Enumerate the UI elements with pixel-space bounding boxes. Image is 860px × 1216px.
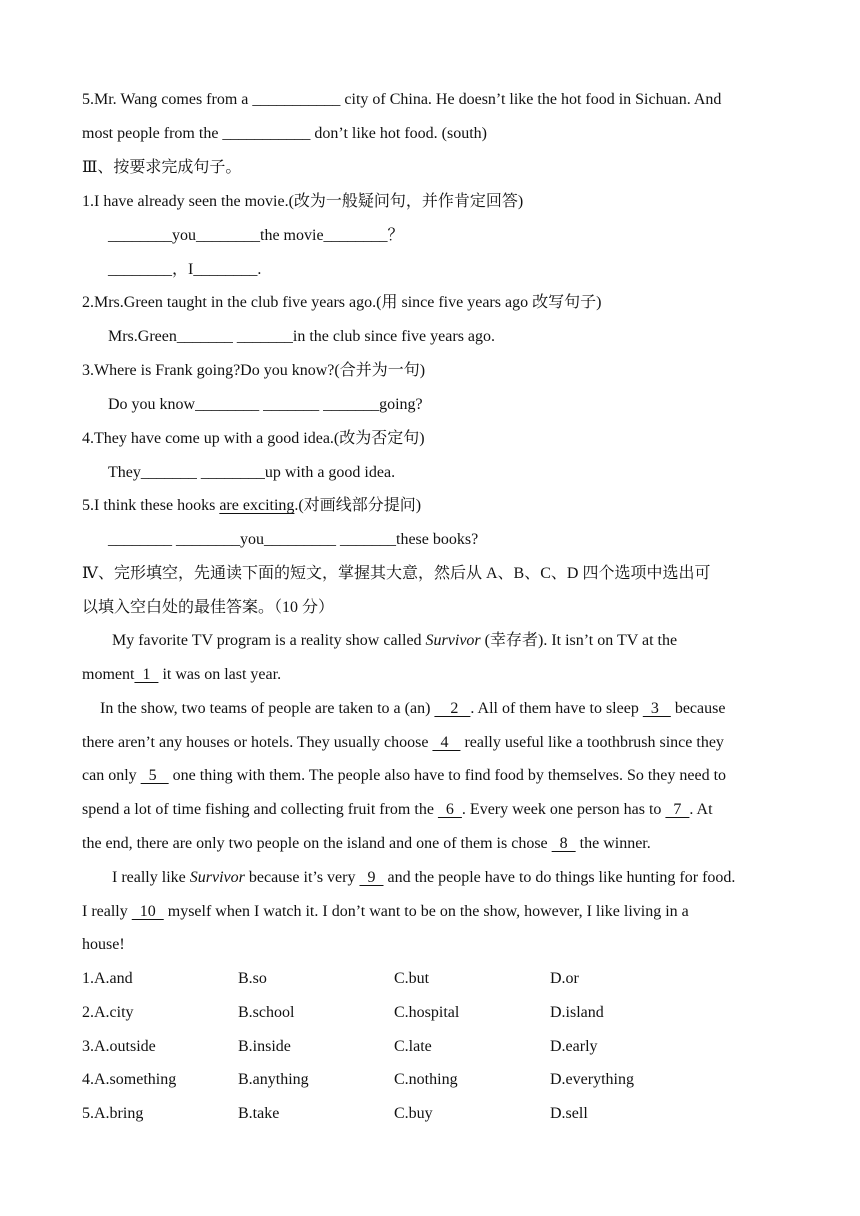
text: can only: [82, 767, 141, 784]
text: really useful like a toothbrush since they: [460, 734, 724, 751]
q5-fill-line-1: [82, 88, 790, 112]
underlined-phrase: are exciting: [219, 497, 295, 514]
passage-p3-line-1: [112, 866, 790, 890]
option-a[interactable]: 4.A.something: [82, 1071, 177, 1088]
q4-prompt: 4.They have come up with a good idea.(改为否定句): [82, 430, 425, 447]
text: because it’s very: [244, 869, 360, 886]
text: . Every week one person has to: [461, 801, 666, 818]
q1-prompt: 1.I have already seen the movie.(改为一般疑问句，并作肯定回答): [82, 193, 524, 210]
option-d[interactable]: D.island: [550, 1004, 604, 1021]
answer-blank[interactable]: ___________: [252, 91, 341, 108]
text: I really like: [112, 869, 190, 886]
text: don’t like hot food. (south): [310, 125, 487, 142]
option-c[interactable]: C.late: [394, 1038, 432, 1055]
text: I really: [82, 903, 132, 920]
option-b[interactable]: B.inside: [238, 1038, 291, 1055]
text: moment: [82, 666, 135, 683]
text: . At: [689, 801, 713, 818]
option-a[interactable]: 3.A.outside: [82, 1038, 156, 1055]
q5-prompt: [82, 494, 790, 518]
text: (幸存者). It isn’t on TV at the: [480, 632, 678, 649]
passage-p1-line-1: [112, 629, 790, 653]
q5-answer-line[interactable]: ________ ________you_________ _______these books?: [108, 531, 479, 548]
show-title: Survivor: [189, 869, 245, 886]
text: My favorite TV program is a reality show called: [112, 632, 426, 649]
text: .(对画线部分提问): [294, 497, 422, 514]
text: city of China. He doesn’t like the hot food in Sichuan. And: [340, 91, 722, 108]
option-d[interactable]: D.early: [550, 1038, 598, 1055]
passage-p2-line-2: [82, 731, 790, 755]
option-b[interactable]: B.so: [238, 970, 267, 987]
section3-heading: Ⅲ、按要求完成句子。: [82, 159, 242, 176]
blank-6[interactable]: 6: [437, 801, 462, 818]
passage-p3-line-2: [82, 900, 790, 924]
text: 5.Mr. Wang comes from a: [82, 91, 253, 108]
text: and the people have to do things like hunting for food.: [383, 869, 736, 886]
option-a[interactable]: 2.A.city: [82, 1004, 134, 1021]
blank-8[interactable]: 8: [551, 835, 576, 852]
show-title: Survivor: [425, 632, 481, 649]
option-b[interactable]: B.school: [238, 1004, 295, 1021]
q1-answer-line-1[interactable]: ________you________the movie________？: [108, 227, 404, 244]
q5-fill-line-2: [82, 122, 790, 146]
text: most people from the: [82, 125, 223, 142]
option-a[interactable]: 1.A.and: [82, 970, 133, 987]
text: spend a lot of time fishing and collecting fruit from the: [82, 801, 438, 818]
option-c[interactable]: C.nothing: [394, 1071, 458, 1088]
blank-7[interactable]: 7: [665, 801, 690, 818]
text: In the show, two teams of people are taken to a (an): [100, 700, 435, 717]
q3-answer-line[interactable]: Do you know________ _______ _______going?: [108, 396, 423, 413]
text: . All of them have to sleep: [470, 700, 643, 717]
answer-blank[interactable]: ___________: [222, 125, 311, 142]
text: myself when I watch it. I don’t want to be on the show, however, I like living in a: [163, 903, 689, 920]
option-c[interactable]: C.hospital: [394, 1004, 460, 1021]
text: the end, there are only two people on the island and one of them is chose: [82, 835, 552, 852]
passage-p2-line-5: [82, 832, 790, 856]
option-c[interactable]: C.but: [394, 970, 430, 987]
passage-p2-line-1: [100, 697, 790, 721]
text: because: [670, 700, 726, 717]
q1-answer-line-2[interactable]: ________，I________.: [108, 261, 262, 278]
text: one thing with them. The people also have to find food by themselves. So they need to: [168, 767, 727, 784]
section4-heading-line-1: Ⅳ、完形填空，先通读下面的短文，掌握其大意，然后从 A、B、C、D 四个选项中选出可: [82, 565, 711, 582]
q3-prompt: 3.Where is Frank going?Do you know?(合并为一句): [82, 362, 426, 379]
option-b[interactable]: B.anything: [238, 1071, 309, 1088]
passage-p2-line-4: [82, 798, 790, 822]
blank-2[interactable]: 2: [434, 700, 471, 717]
passage-p3-line-3: house!: [82, 936, 125, 953]
option-d[interactable]: D.sell: [550, 1105, 588, 1122]
blank-1[interactable]: 1: [134, 666, 159, 683]
blank-3[interactable]: 3: [642, 700, 671, 717]
blank-9[interactable]: 9: [359, 869, 384, 886]
blank-10[interactable]: 10: [131, 903, 164, 920]
section4-heading-line-2: 以填入空白处的最佳答案。（10 分）: [82, 599, 335, 616]
option-b[interactable]: B.take: [238, 1105, 280, 1122]
option-c[interactable]: C.buy: [394, 1105, 433, 1122]
text: the winner.: [575, 835, 651, 852]
blank-5[interactable]: 5: [140, 767, 169, 784]
text: there aren’t any houses or hotels. They usually choose: [82, 734, 433, 751]
q2-prompt: 2.Mrs.Green taught in the club five years ago.(用 since five years ago 改写句子): [82, 294, 602, 311]
text: 5.I think these hooks: [82, 497, 220, 514]
blank-4[interactable]: 4: [432, 734, 461, 751]
passage-p1-line-2: [82, 663, 790, 687]
option-d[interactable]: D.or: [550, 970, 579, 987]
option-d[interactable]: D.everything: [550, 1071, 634, 1088]
text: it was on last year.: [158, 666, 282, 683]
q2-answer-line[interactable]: Mrs.Green_______ _______in the club since five years ago.: [108, 328, 496, 345]
q4-answer-line[interactable]: They_______ ________up with a good idea.: [108, 464, 396, 481]
option-a[interactable]: 5.A.bring: [82, 1105, 144, 1122]
passage-p2-line-3: [82, 764, 790, 788]
